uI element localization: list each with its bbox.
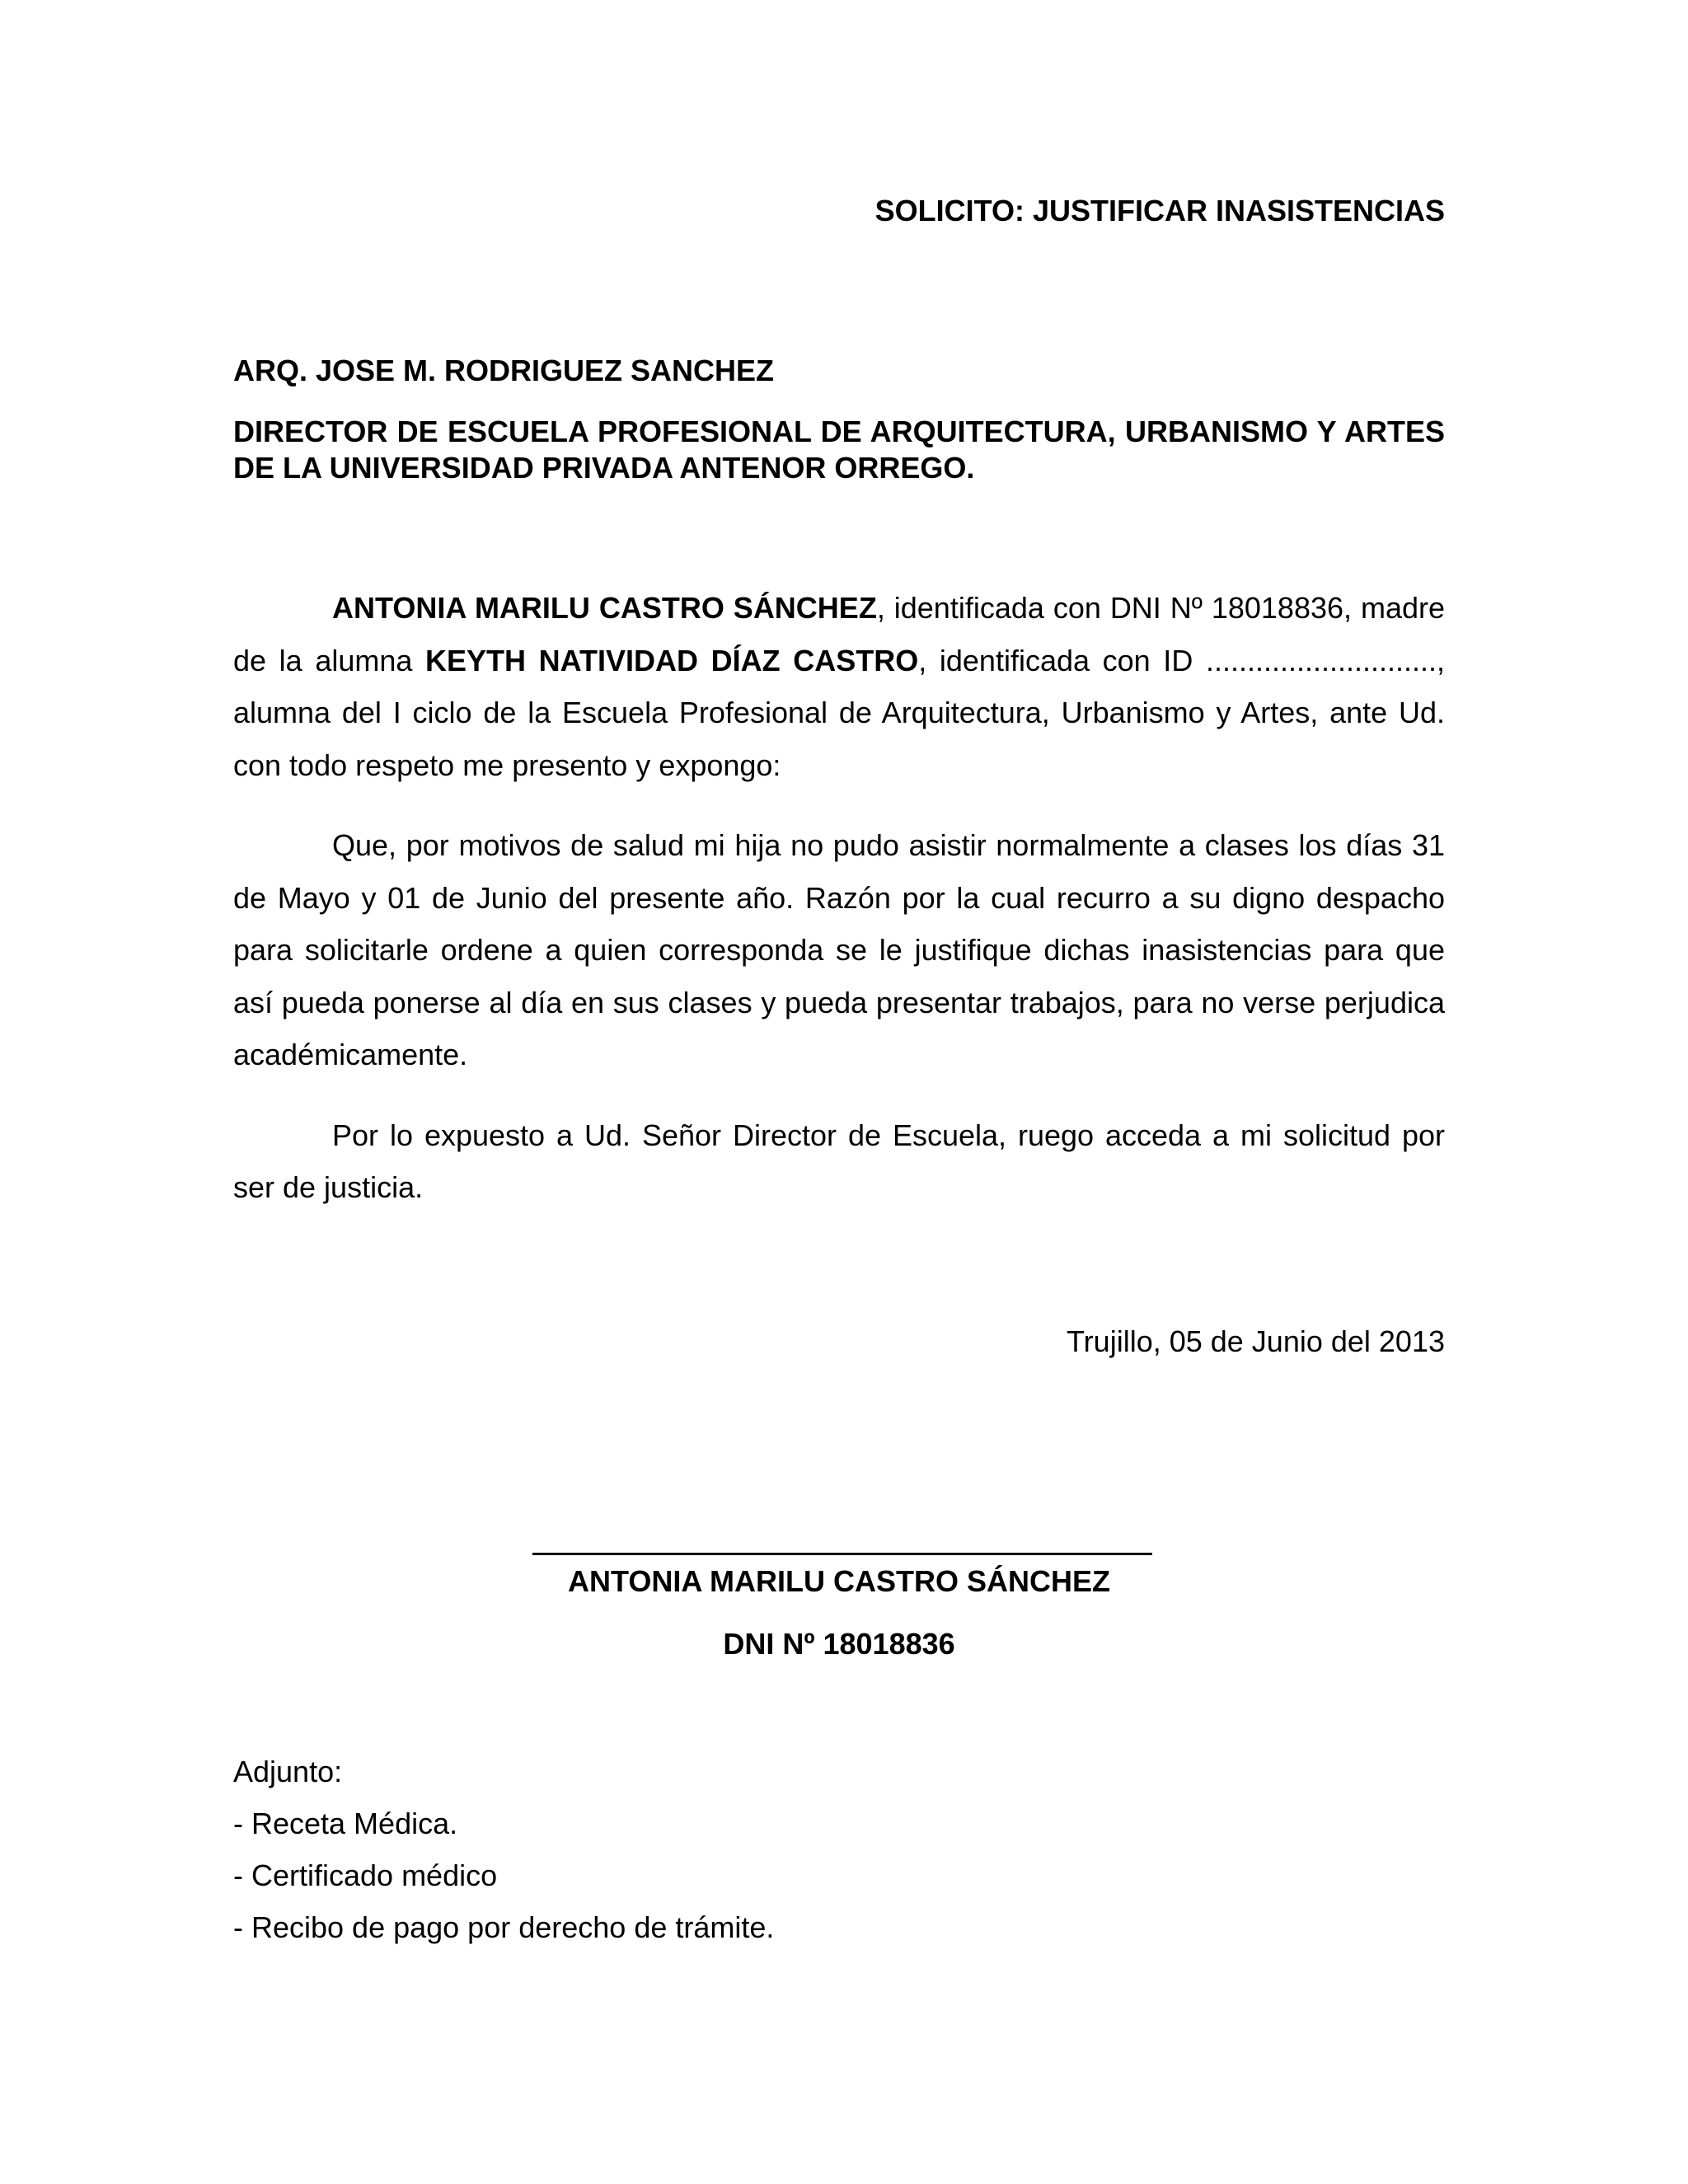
- attachments-heading: Adjunto:: [233, 1755, 343, 1788]
- intro-text-1: , identificada con DNI Nº 18018836, madre de la alumna: [233, 591, 1446, 677]
- addressee-name: ARQ. JOSE M. RODRIGUEZ SANCHEZ: [233, 354, 775, 387]
- attachment-item: - Receta Médica.: [233, 1807, 458, 1840]
- signature-dni: DNI Nº 18018836: [723, 1627, 955, 1661]
- addressee-title: DIRECTOR DE ESCUELA PROFESIONAL DE ARQUITECTURA, URBANISMO Y ARTES DE LA UNIVERSIDAD PRIVADA ANTENOR ORREGO.: [233, 415, 1445, 485]
- attachments-list: [233, 1797, 1445, 1953]
- attachment-item: - Certificado médico: [233, 1858, 498, 1892]
- signature-line: [532, 1553, 1152, 1555]
- subject-line: SOLICITO: JUSTIFICAR INASISTENCIAS: [874, 194, 1445, 227]
- letter-body: [233, 582, 1445, 1214]
- student-name: KEYTH NATIVIDAD DÍAZ CASTRO: [425, 643, 919, 677]
- reason-paragraph: Que, por motivos de salud mi hija no pudo asistir normalmente a clases los días 31 de Mayo y 01 de Junio del presente año. Razón por la cual recurro a su digno despacho para solicitarle ordene a quien corresponda se le justifique dichas inasistencias para que así pueda ponerse al día en sus clases y pueda presentar trabajos, para no verse perjudica académicamente.: [233, 828, 1445, 1071]
- signature-name: ANTONIA MARILU CASTRO SÁNCHEZ: [568, 1564, 1110, 1598]
- closing-paragraph: Por lo expuesto a Ud. Señor Director de Escuela, ruego acceda a mi solicitud por ser de justicia.: [233, 1118, 1445, 1204]
- attachment-item: - Recibo de pago por derecho de trámite.: [233, 1910, 775, 1944]
- intro-paragraph: [233, 582, 1445, 791]
- intro-text-2: , identificada con ID ............................, alumna del I ciclo de la Escuela Profesional de Arquitectura, Urbanismo y Artes, ante Ud. con todo respeto me presento y expongo:: [233, 643, 1445, 782]
- applicant-name: ANTONIA MARILU CASTRO SÁNCHEZ: [332, 591, 877, 625]
- attachments-section: [233, 1746, 1445, 1953]
- place-date: Trujillo, 05 de Junio del 2013: [1067, 1324, 1445, 1358]
